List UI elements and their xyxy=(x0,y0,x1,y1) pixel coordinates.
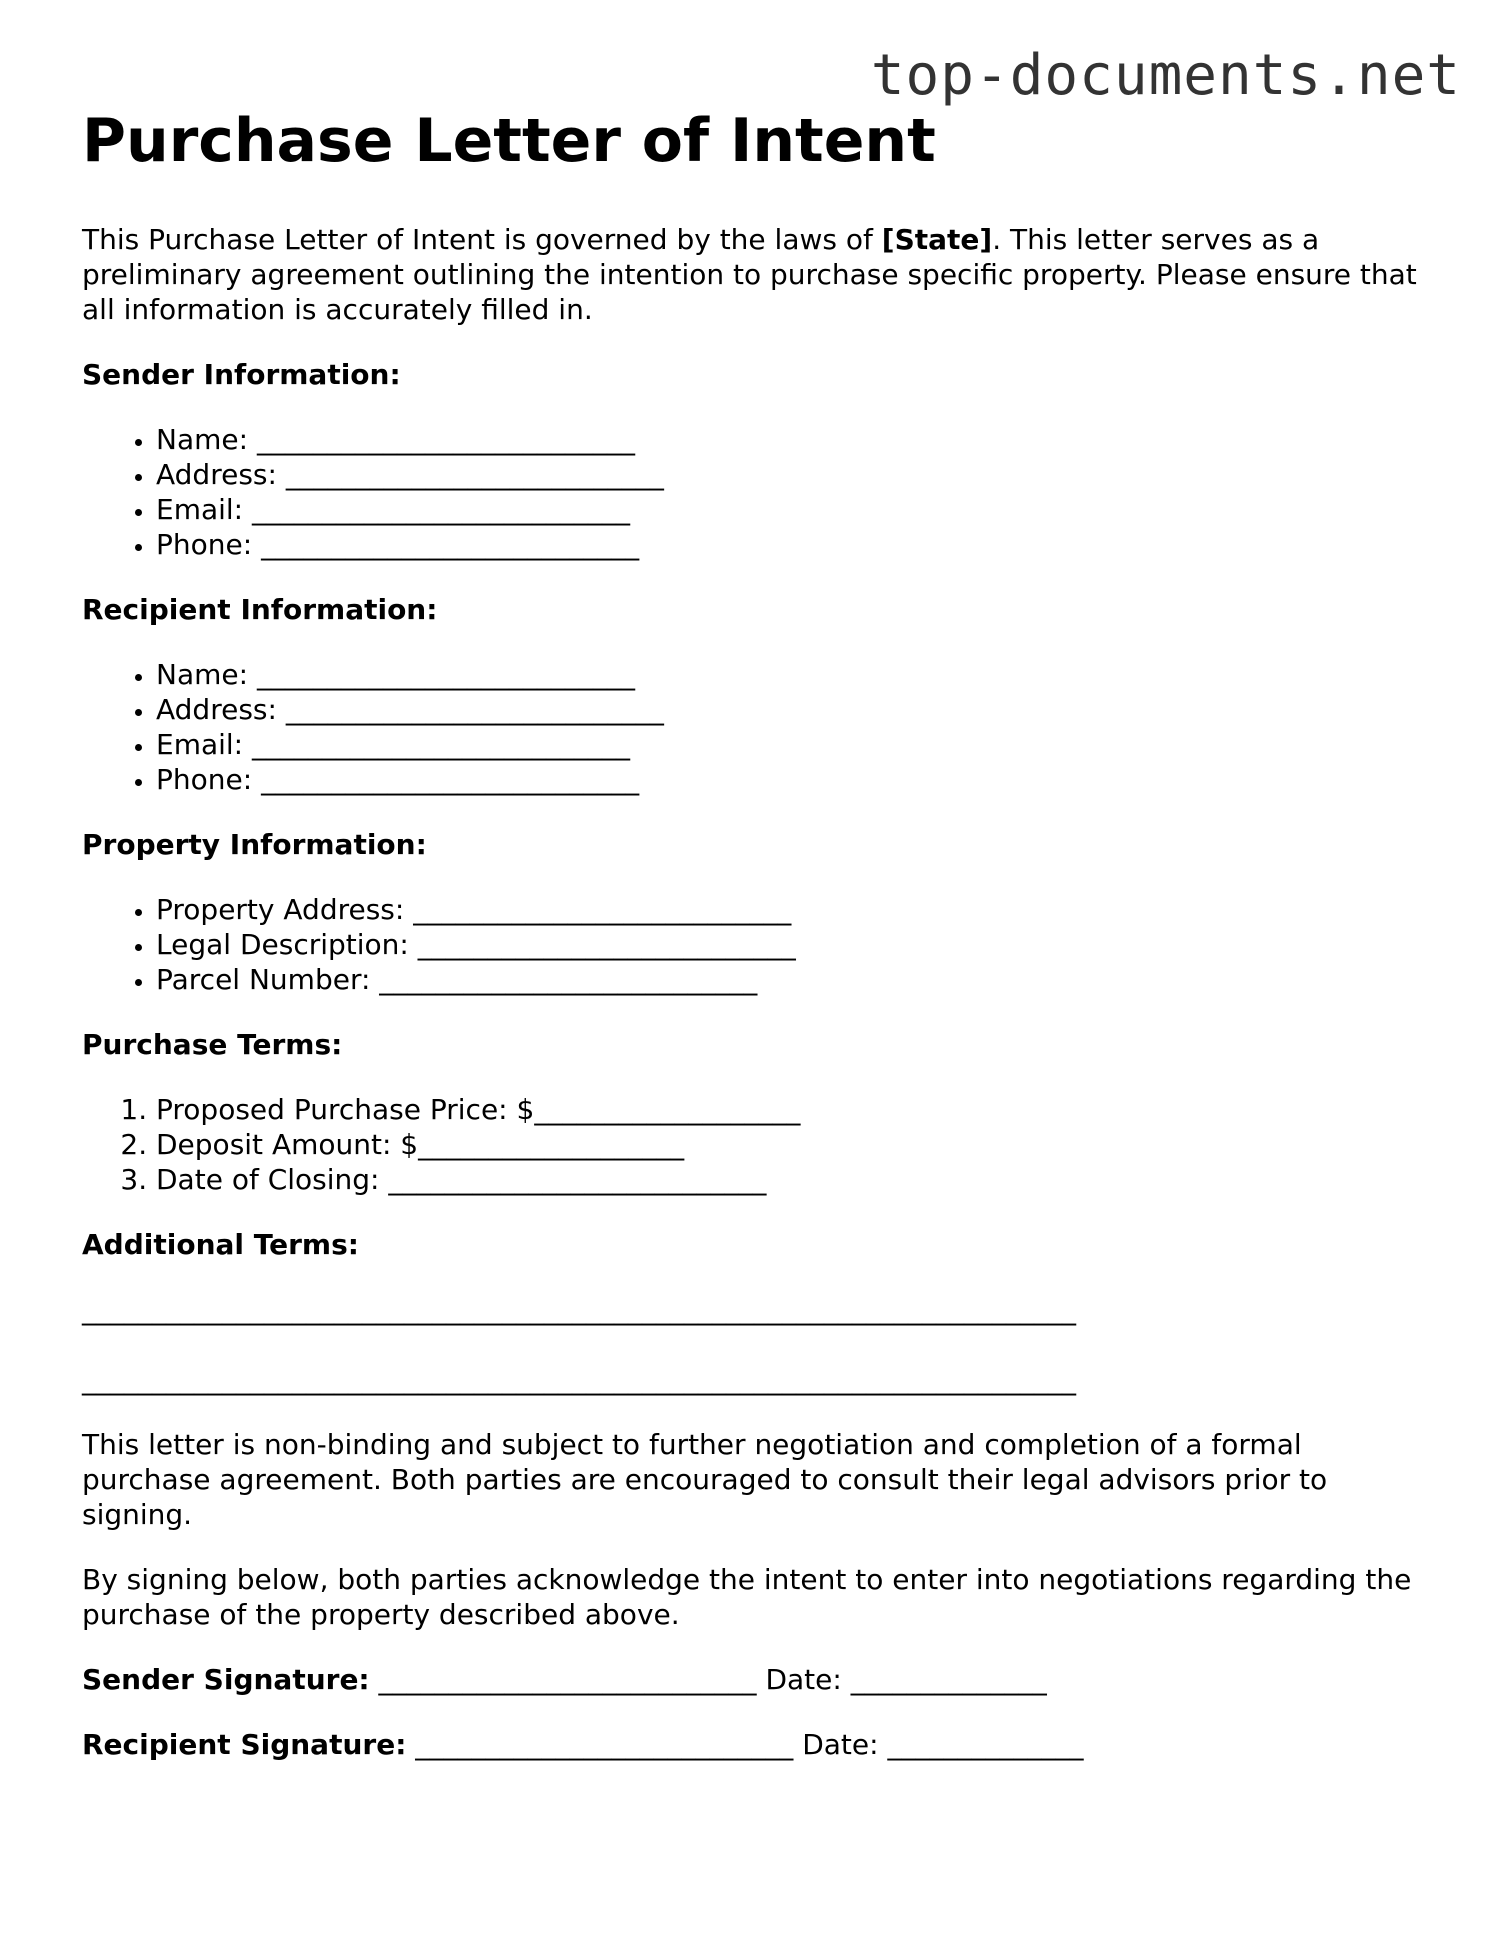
recipient-phone-field[interactable]: • Phone: ___________________________ xyxy=(156,762,1422,797)
additional-terms-heading: Additional Terms: xyxy=(82,1228,359,1261)
closing-date-field[interactable]: 3. Date of Closing: ___________________________ xyxy=(156,1162,1422,1197)
additional-terms-line-2[interactable]: _______________________________________________________________________ xyxy=(82,1363,1076,1396)
recipient-list xyxy=(82,657,1422,797)
document-page xyxy=(82,108,1422,1762)
parcel-number-field[interactable]: • Parcel Number: ___________________________ xyxy=(156,962,1422,997)
purchase-terms-list xyxy=(82,1092,1422,1197)
legal-description-field[interactable]: • Legal Description: ___________________________ xyxy=(156,927,1422,962)
recipient-signature-label: Recipient Signature: xyxy=(82,1728,407,1761)
sender-address-field[interactable]: • Address: ___________________________ xyxy=(156,457,1422,492)
sender-email-field[interactable]: • Email: ___________________________ xyxy=(156,492,1422,527)
intro-text-after: . This letter serves as a preliminary agreement outlining the intention to purchase specific property. Please ensure that all information is accurately filled in. xyxy=(82,223,1417,326)
sender-heading: Sender Information: xyxy=(82,358,401,391)
non-binding-paragraph: This letter is non-binding and subject to further negotiation and completion of a formal purchase agreement. Both parties are encouraged to consult their legal advisors prior to signing. xyxy=(82,1428,1328,1531)
property-address-field[interactable]: • Property Address: ___________________________ xyxy=(156,892,1422,927)
additional-terms-line-1[interactable]: _______________________________________________________________________ xyxy=(82,1293,1076,1326)
recipient-signature-line[interactable]: ___________________________ Date: ______________ xyxy=(406,1728,1084,1761)
page-title: Purchase Letter of Intent xyxy=(82,106,936,176)
acknowledge-paragraph: By signing below, both parties acknowledge the intent to enter into negotiations regarding the purchase of the property described above. xyxy=(82,1563,1412,1631)
sender-phone-field[interactable]: • Phone: ___________________________ xyxy=(156,527,1422,562)
sender-list xyxy=(82,422,1422,562)
property-list xyxy=(82,892,1422,997)
intro-text-before: This Purchase Letter of Intent is governed by the laws of xyxy=(82,223,882,256)
recipient-name-field[interactable]: • Name: ___________________________ xyxy=(156,657,1422,692)
purchase-terms-heading: Purchase Terms: xyxy=(82,1028,343,1061)
sender-name-field[interactable]: • Name: ___________________________ xyxy=(156,422,1422,457)
state-placeholder: [State] xyxy=(881,223,993,256)
sender-signature-label: Sender Signature: xyxy=(82,1663,370,1696)
sender-signature-line[interactable]: ___________________________ Date: ______________ xyxy=(369,1663,1047,1696)
purchase-price-field[interactable]: 1. Proposed Purchase Price: $___________________ xyxy=(156,1092,1422,1127)
property-heading: Property Information: xyxy=(82,828,427,861)
recipient-email-field[interactable]: • Email: ___________________________ xyxy=(156,727,1422,762)
recipient-heading: Recipient Information: xyxy=(82,593,438,626)
intro-paragraph xyxy=(82,222,1422,327)
sender-signature-row xyxy=(82,1662,1422,1697)
recipient-address-field[interactable]: • Address: ___________________________ xyxy=(156,692,1422,727)
watermark: top-documents.net xyxy=(870,43,1461,108)
deposit-amount-field[interactable]: 2. Deposit Amount: $___________________ xyxy=(156,1127,1422,1162)
recipient-signature-row xyxy=(82,1727,1422,1762)
